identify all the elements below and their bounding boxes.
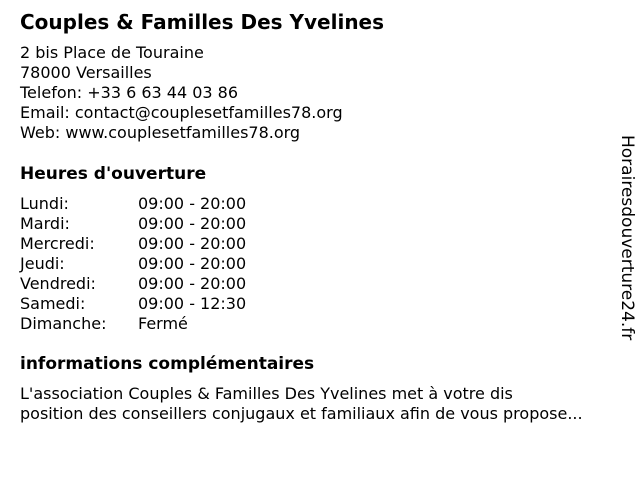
address-city: 78000 Versailles <box>20 63 152 82</box>
address-street: 2 bis Place de Touraine <box>20 43 204 62</box>
hours-day: Lundi: <box>20 194 69 213</box>
website-link[interactable]: Web: www.couplesetfamilles78.org <box>20 123 301 142</box>
hours-time: 09:00 - 20:00 <box>138 254 247 273</box>
hours-row-friday <box>20 274 246 294</box>
hours-day: Samedi: <box>20 294 86 313</box>
hours-row-tuesday <box>20 214 246 234</box>
hours-time: 09:00 - 20:00 <box>138 194 247 213</box>
hours-time: Fermé <box>138 314 188 333</box>
site-brand-vertical: Horairesdouverture24.fr <box>617 135 637 341</box>
address-block <box>20 43 343 143</box>
hours-row-sunday <box>20 314 246 334</box>
hours-row-monday <box>20 194 246 214</box>
hours-time: 09:00 - 12:30 <box>138 294 247 313</box>
hours-day: Vendredi: <box>20 274 96 293</box>
hours-time: 09:00 - 20:00 <box>138 214 247 233</box>
hours-day: Mercredi: <box>20 234 95 253</box>
additional-info-heading: informations complémentaires <box>20 354 315 374</box>
opening-hours-heading: Heures d'ouverture <box>20 164 207 184</box>
page-title: Couples & Familles Des Yvelines <box>20 10 385 34</box>
hours-time: 09:00 - 20:00 <box>138 274 247 293</box>
hours-day: Mardi: <box>20 214 70 233</box>
hours-row-saturday <box>20 294 246 314</box>
email-address[interactable]: Email: contact@couplesetfamilles78.org <box>20 103 343 122</box>
opening-hours-table <box>20 194 246 334</box>
hours-row-wednesday <box>20 234 246 254</box>
phone-number[interactable]: Telefon: +33 6 63 44 03 86 <box>20 83 239 102</box>
hours-time: 09:00 - 20:00 <box>138 234 247 253</box>
additional-info-text: L'association Couples & Familles Des Yvelines met à votre dis position des conseillers conjugaux et familiaux afin de vous propose... <box>20 384 583 423</box>
hours-row-thursday <box>20 254 246 274</box>
hours-day: Jeudi: <box>20 254 65 273</box>
hours-day: Dimanche: <box>20 314 107 333</box>
